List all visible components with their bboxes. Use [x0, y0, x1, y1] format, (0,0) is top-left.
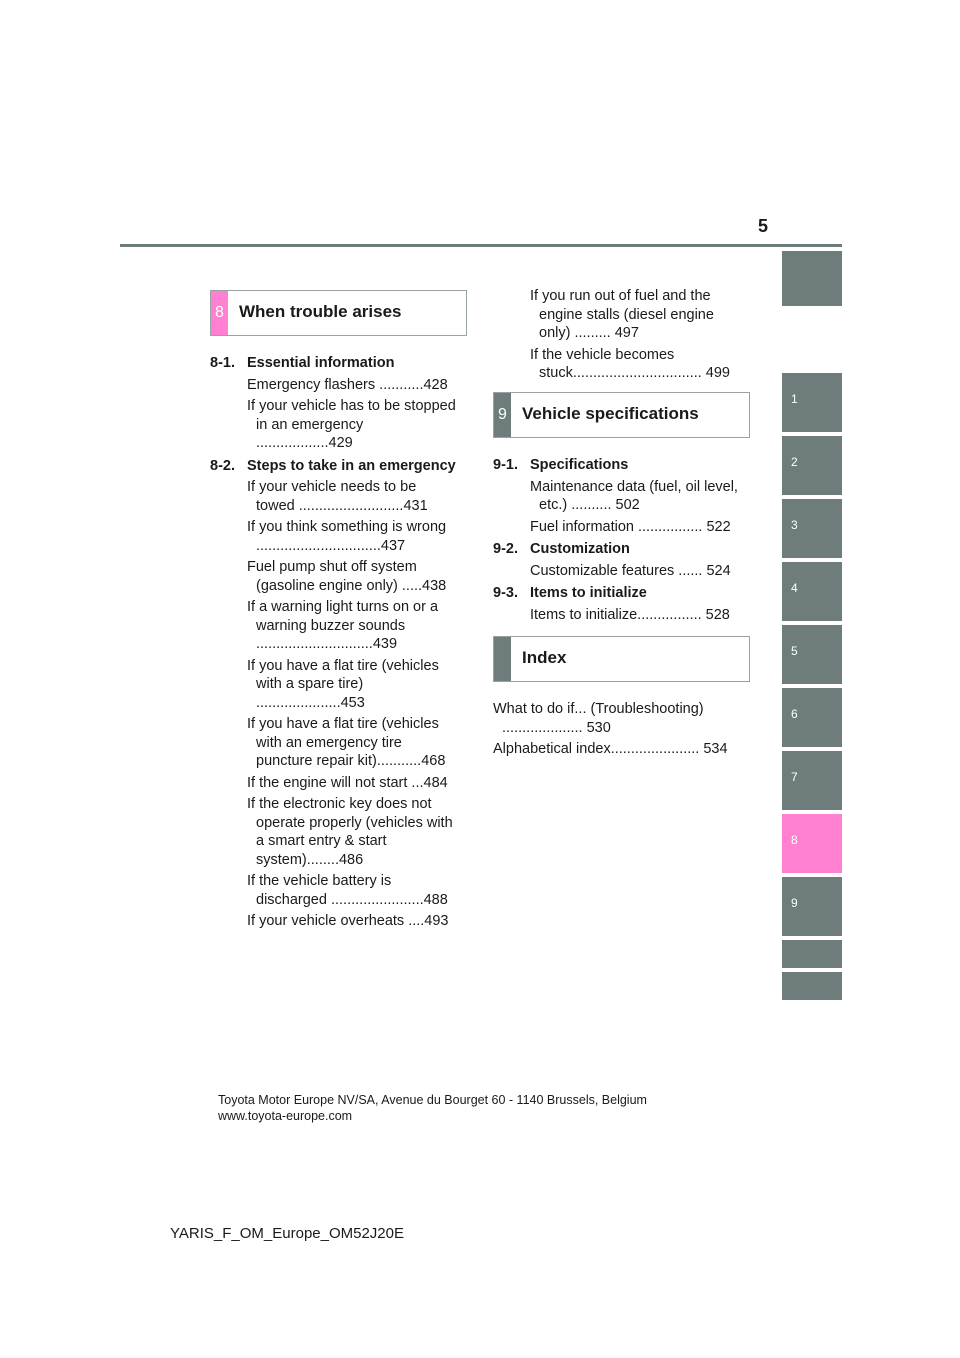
tab-label: 3 — [791, 518, 798, 532]
document-id: YARIS_F_OM_Europe_OM52J20E — [170, 1225, 405, 1242]
toc-entry[interactable]: If you run out of fuel and the engine stalls (diesel engine only) ......... 497 — [530, 288, 714, 341]
publisher-address: Toyota Motor Europe NV/SA, Avenue du Bourget 60 - 1140 Brussels, Belgium — [218, 1093, 647, 1107]
chapter-number: 9-1. — [493, 457, 518, 473]
section-title: Vehicle specifications — [522, 404, 699, 423]
chapter-tab-blank-index-2[interactable] — [782, 972, 842, 1000]
section-title: When trouble arises — [239, 302, 402, 321]
index-contents — [493, 697, 743, 759]
toc-entry[interactable]: What to do if... (Troubleshooting) .................... 530 — [493, 701, 704, 736]
tab-label: 6 — [791, 707, 798, 721]
chapter-number: 9-2. — [493, 541, 518, 557]
chapter-number: 9-3. — [493, 585, 518, 601]
toc-entry[interactable]: Maintenance data (fuel, oil level, etc.) .......... 502 — [530, 478, 738, 513]
publisher-url[interactable]: www.toyota-europe.com — [218, 1109, 353, 1123]
toc-entry[interactable]: If a warning light turns on or a warning buzzer sounds .............................439 — [247, 599, 439, 652]
chapter-title: Specifications — [530, 457, 629, 473]
chapter-heading[interactable] — [210, 354, 458, 373]
toc-entry[interactable]: If the vehicle becomes stuck................................ 499 — [530, 346, 730, 381]
chapter-heading[interactable] — [493, 584, 743, 603]
chapter-tab-5[interactable] — [782, 625, 842, 684]
toc-entry[interactable]: If the vehicle battery is discharged .......................488 — [247, 873, 448, 908]
chapter-heading[interactable] — [493, 456, 743, 475]
chapter-tab-8[interactable] — [782, 814, 842, 873]
chapter-title: Customization — [530, 541, 630, 557]
chapter-tab-1[interactable] — [782, 373, 842, 432]
toc-entry[interactable]: If your vehicle needs to be towed ..........................431 — [247, 479, 428, 514]
section-number: 9 — [494, 393, 511, 437]
tab-label: 1 — [791, 392, 798, 406]
chapter-title: Items to initialize — [530, 585, 647, 601]
chapter-number: 8-2. — [210, 457, 235, 474]
section-8-contents — [210, 350, 458, 931]
toc-entry[interactable]: If your vehicle overheats ....493 — [247, 913, 449, 929]
toc-entry[interactable]: Alphabetical index...................... 534 — [493, 741, 728, 757]
tab-label: 5 — [791, 644, 798, 658]
chapter-number: 8-1. — [210, 355, 235, 371]
tab-label: 2 — [791, 455, 798, 469]
chapter-tab-blank-top[interactable] — [782, 251, 842, 306]
section-8-continued — [493, 284, 743, 383]
toc-entry[interactable]: Fuel pump shut off system (gasoline engine only) .....438 — [247, 559, 447, 594]
section-8-header — [210, 290, 467, 336]
tab-label: 7 — [791, 770, 798, 784]
toc-entry[interactable]: If you think something is wrong ...............................437 — [247, 519, 447, 554]
chapter-title: Steps to take in an emergency — [247, 457, 456, 474]
toc-entry[interactable]: If you have a flat tire (vehicles with a spare tire) .....................453 — [247, 657, 439, 711]
publisher-footer — [218, 1092, 647, 1124]
section-title: Index — [522, 648, 567, 667]
toc-entry[interactable]: If the engine will not start ...484 — [247, 774, 448, 791]
toc-entry[interactable]: If your vehicle has to be stopped in an emergency ..................429 — [247, 398, 456, 451]
chapter-tab-7[interactable] — [782, 751, 842, 810]
tab-label: 4 — [791, 581, 798, 595]
toc-entry[interactable]: If the electronic key does not operate properly (vehicles with a smart entry & start system)........486 — [247, 796, 453, 868]
chapter-tab-9[interactable] — [782, 877, 842, 936]
chapter-heading[interactable] — [210, 457, 458, 476]
toc-entry[interactable]: Emergency flashers ...........428 — [247, 376, 448, 393]
header-rule — [120, 244, 842, 247]
section-number: 8 — [211, 291, 228, 335]
section-marker — [494, 637, 511, 681]
chapter-tab-6[interactable] — [782, 688, 842, 747]
tab-label: 8 — [791, 833, 798, 847]
tab-label: 9 — [791, 896, 798, 910]
chapter-tab-2[interactable] — [782, 436, 842, 495]
chapter-tab-4[interactable] — [782, 562, 842, 621]
chapter-tab-blank-index-1[interactable] — [782, 940, 842, 968]
toc-entry[interactable]: If you have a flat tire (vehicles with an emergency tire puncture repair kit)...........468 — [247, 716, 446, 769]
section-9-header — [493, 392, 750, 438]
section-9-contents — [493, 452, 743, 624]
toc-entry[interactable]: Fuel information ................ 522 — [530, 518, 731, 535]
chapter-title: Essential information — [247, 355, 395, 371]
page-number: 5 — [758, 216, 769, 236]
toc-entry[interactable]: Customizable features ...... 524 — [530, 562, 731, 579]
chapter-heading[interactable] — [493, 540, 743, 559]
chapter-tab-3[interactable] — [782, 499, 842, 558]
index-section-header — [493, 636, 750, 682]
toc-entry[interactable]: Items to initialize................ 528 — [530, 606, 730, 623]
